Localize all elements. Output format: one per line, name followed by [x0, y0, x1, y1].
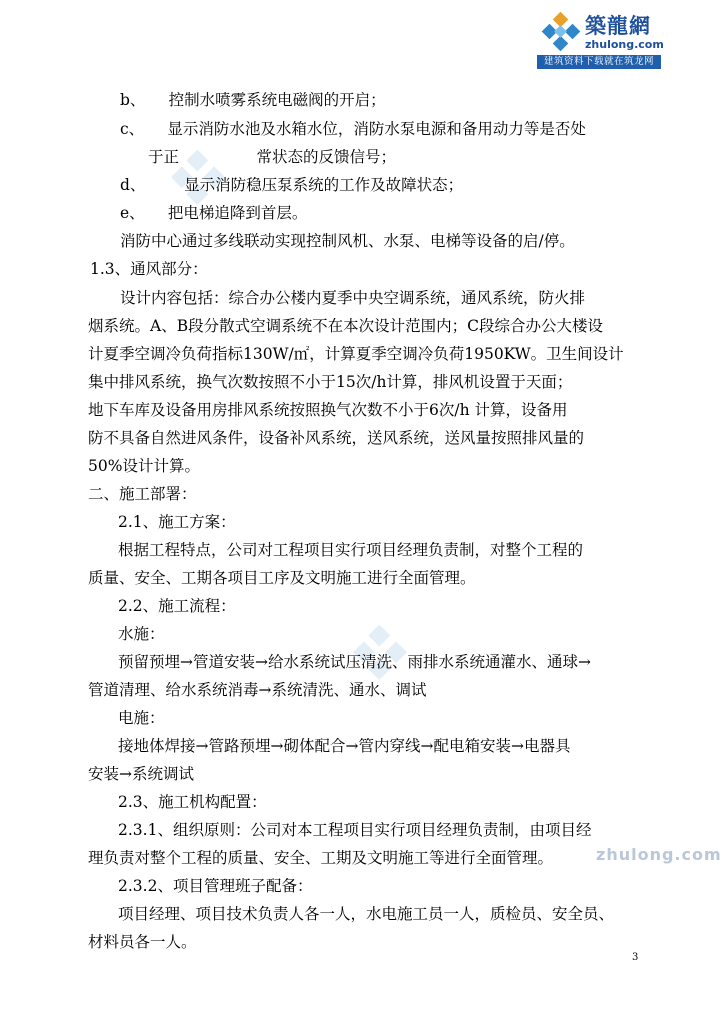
- logo-slogan: 建筑资料下载就在筑龙网: [537, 55, 661, 69]
- paragraph-line: 根据工程特点，公司对工程项目实行项目经理负责制，对整个工程的: [118, 541, 584, 559]
- flow-line: 预留预埋→管道安装→给水系统试压清洗、雨排水系统通灌水、通球→: [118, 653, 591, 671]
- paragraph-line: 地下车库及设备用房排风系统按照换气次数不小于6次/h 计算，设备用: [88, 401, 568, 419]
- list-item-c-continuation: 于正 常状态的反馈信号；: [148, 148, 397, 166]
- paragraph-line: 50%设计计算。: [88, 457, 200, 475]
- paragraph-line: 材料员各一人。: [88, 933, 197, 951]
- paragraph-line: 2.3.1、组织原则：公司对本工程项目实行项目经理负责制，由项目经: [118, 821, 592, 839]
- zhulong-logo: [535, 8, 665, 70]
- section-heading-2: 二、施工部署：: [88, 485, 197, 503]
- paragraph-line: 消防中心通过多线联动实现控制风机、水泵、电梯等设备的启/停。: [120, 232, 575, 250]
- paragraph-line: 烟系统。A、B段分散式空调系统不在本次设计范围内；C段综合办公大楼设: [88, 317, 603, 335]
- watermark-text: zhulong.com: [596, 845, 722, 864]
- section-heading-1-3: 1.3、通风部分：: [90, 260, 208, 278]
- paragraph-line: 防不具备自然进风条件，设备补风系统，送风系统，送风量按照排风量的: [88, 429, 585, 447]
- subheading-water: 水施：: [118, 625, 165, 643]
- logo-name-cn: 築龍網: [585, 13, 651, 38]
- paragraph-line: 理负责对整个工程的质量、安全、工期及文明施工等进行全面管理。: [88, 849, 554, 867]
- list-item-d: d、 显示消防稳压泵系统的工作及故障状态；: [120, 176, 464, 194]
- paragraph-line: 计夏季空调冷负荷指标130W/㎡，计算夏季空调冷负荷1950KW。卫生间设计: [88, 345, 624, 363]
- page-number: 3: [632, 952, 639, 963]
- paragraph-line: 设计内容包括：综合办公楼内夏季中央空调系统，通风系统，防火排: [120, 289, 586, 307]
- section-heading-2-3-2: 2.3.2、项目管理班子配备：: [118, 877, 313, 895]
- paragraph-line: 质量、安全、工期各项目工序及文明施工进行全面管理。: [88, 569, 476, 587]
- flow-line: 安装→系统调试: [88, 765, 194, 783]
- list-item-e: e、 把电梯追降到首层。: [120, 204, 308, 222]
- paragraph-line: 集中排风系统，换气次数按照不小于15次/h计算，排风机设置于天面；: [88, 373, 573, 391]
- section-heading-2-2: 2.2、施工流程：: [118, 597, 236, 615]
- list-item-c: c、 显示消防水池及水箱水位，消防水泵电源和备用动力等是否处: [120, 120, 586, 138]
- zhulong-logo-mark-icon: [541, 12, 581, 52]
- logo-domain: zhulong.com: [585, 38, 664, 51]
- paragraph-line: 项目经理、项目技术负责人各一人，水电施工员一人，质检员、安全员、: [118, 905, 615, 923]
- flow-line: 管道清理、给水系统消毒→系统清洗、通水、调试: [88, 681, 427, 699]
- subheading-electric: 电施：: [118, 709, 165, 727]
- flow-line: 接地体焊接→管路预埋→砌体配合→管内穿线→配电箱安装→电器具: [118, 737, 571, 755]
- section-heading-2-1: 2.1、施工方案：: [118, 513, 236, 531]
- list-item-b: b、 控制水喷雾系统电磁阀的开启；: [120, 91, 386, 109]
- section-heading-2-3: 2.3、施工机构配置：: [118, 793, 267, 811]
